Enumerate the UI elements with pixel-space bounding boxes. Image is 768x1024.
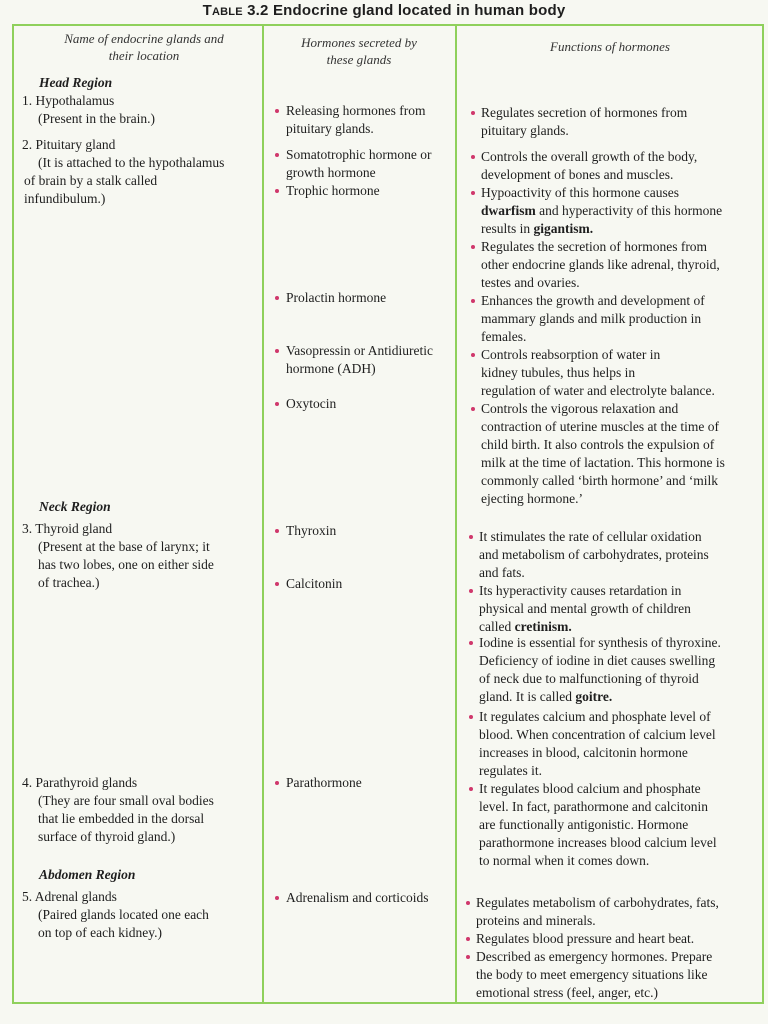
function-item bbox=[476, 930, 694, 948]
hormone-releasing bbox=[286, 102, 425, 138]
gland-location: (It is attached to the hypothalamus bbox=[38, 155, 225, 170]
function-item bbox=[481, 238, 720, 292]
function-line: Its hyperactivity causes retardation in bbox=[479, 583, 682, 598]
function-item bbox=[479, 780, 717, 870]
function-text: gland. It is called bbox=[479, 689, 576, 704]
gland-location: (They are four small oval bodies bbox=[38, 793, 214, 808]
function-line: females. bbox=[481, 329, 527, 344]
function-line: kidney tubules, thus helps in bbox=[481, 365, 636, 380]
function-item bbox=[479, 634, 721, 706]
function-line: Enhances the growth and development of bbox=[481, 293, 705, 308]
hormone-vasopressin bbox=[286, 342, 433, 378]
gland-name: 1. Hypothalamus bbox=[22, 93, 115, 108]
function-line: and fats. bbox=[479, 565, 525, 580]
function-line: It stimulates the rate of cellular oxidation bbox=[479, 529, 702, 544]
function-text: and hyperactivity of this hormone bbox=[535, 203, 723, 218]
function-item bbox=[481, 400, 725, 508]
function-line: Controls reabsorption of water in bbox=[481, 347, 661, 362]
hormone-trophic: Trophic hormone bbox=[286, 183, 380, 198]
function-line: proteins and minerals. bbox=[476, 913, 596, 928]
hormone-parathormone: Parathormone bbox=[286, 775, 362, 790]
function-item bbox=[481, 148, 697, 184]
function-line: regulation of water and electrolyte balance. bbox=[481, 383, 715, 398]
function-item bbox=[481, 104, 687, 140]
function-line: to normal when it comes down. bbox=[479, 853, 650, 868]
hormone-thyroxin: Thyroxin bbox=[286, 523, 337, 538]
function-line: Regulates blood pressure and heart beat. bbox=[476, 931, 695, 946]
hormone-oxytocin: Oxytocin bbox=[286, 396, 337, 411]
header-line: Name of endocrine glands and bbox=[64, 31, 224, 46]
gland-location: of brain by a stalk called bbox=[24, 173, 158, 188]
gland-pituitary bbox=[22, 136, 224, 208]
function-line: Regulates metabolism of carbohydrates, fats, bbox=[476, 895, 719, 910]
function-line bbox=[481, 220, 722, 238]
gland-hypothalamus bbox=[22, 92, 155, 128]
gland-thyroid bbox=[22, 520, 214, 592]
function-line bbox=[481, 202, 722, 220]
function-text: called bbox=[479, 619, 515, 634]
function-line: physical and mental growth of children bbox=[479, 601, 691, 616]
hormone-calcitonin: Calcitonin bbox=[286, 576, 343, 591]
hormone-line: Vasopressin or Antidiuretic bbox=[286, 343, 433, 358]
table-number: Table 3.2 bbox=[202, 2, 269, 19]
function-line: Regulates the secretion of hormones from bbox=[481, 239, 708, 254]
header-gland-location bbox=[44, 30, 244, 64]
function-text: results in bbox=[481, 221, 534, 236]
function-line: Described as emergency hormones. Prepare bbox=[476, 949, 713, 964]
function-item bbox=[481, 292, 705, 346]
function-line: milk at the time of lactation. This hormone is bbox=[481, 455, 725, 470]
key-term: gigantism. bbox=[533, 221, 594, 236]
gland-location: surface of thyroid gland.) bbox=[38, 829, 176, 844]
function-line: other endocrine glands like adrenal, thyroid, bbox=[481, 257, 720, 272]
function-item bbox=[481, 346, 715, 400]
function-line: Controls the vigorous relaxation and bbox=[481, 401, 679, 416]
gland-location: (Paired glands located one each bbox=[38, 907, 209, 922]
region-abdomen: Abdomen Region bbox=[39, 867, 136, 882]
endocrine-table bbox=[12, 24, 764, 1004]
gland-name: 3. Thyroid gland bbox=[22, 521, 113, 536]
function-line: of neck due to malfunctioning of thyroid bbox=[479, 671, 699, 686]
function-line: contraction of uterine muscles at the time of bbox=[481, 419, 720, 434]
gland-location: (Present in the brain.) bbox=[38, 111, 155, 126]
hormone-prolactin: Prolactin hormone bbox=[286, 290, 387, 305]
table-caption bbox=[0, 2, 768, 19]
function-item bbox=[479, 708, 716, 780]
function-line: parathormone increases blood calcium level bbox=[479, 835, 717, 850]
gland-name: 4. Parathyroid glands bbox=[22, 775, 138, 790]
function-item bbox=[479, 582, 691, 636]
key-term: cretinism. bbox=[514, 619, 572, 634]
function-line: regulates it. bbox=[479, 763, 542, 778]
function-line: blood. When concentration of calcium level bbox=[479, 727, 716, 742]
function-item bbox=[479, 528, 709, 582]
header-line: Hormones secreted by bbox=[301, 35, 417, 50]
gland-name: 2. Pituitary gland bbox=[22, 137, 116, 152]
function-line bbox=[479, 688, 721, 706]
gland-location: of trachea.) bbox=[38, 575, 100, 590]
gland-name: 5. Adrenal glands bbox=[22, 889, 117, 904]
header-line: their location bbox=[108, 48, 180, 63]
hormone-line: growth hormone bbox=[286, 165, 376, 180]
gland-location: infundibulum.) bbox=[24, 191, 106, 206]
gland-location: has two lobes, one on either side bbox=[38, 557, 214, 572]
key-term: dwarfism bbox=[481, 203, 536, 218]
gland-location: that lie embedded in the dorsal bbox=[38, 811, 205, 826]
function-line: mammary glands and milk production in bbox=[481, 311, 702, 326]
hormone-line: Releasing hormones from bbox=[286, 103, 426, 118]
gland-adrenal bbox=[22, 888, 209, 942]
header-line: Functions of hormones bbox=[550, 39, 670, 54]
hormone-line: hormone (ADH) bbox=[286, 361, 376, 376]
function-line: child birth. It also controls the expulsion of bbox=[481, 437, 715, 452]
region-neck: Neck Region bbox=[39, 499, 111, 514]
hormone-somatotrophic bbox=[286, 146, 431, 182]
key-term: goitre. bbox=[575, 689, 613, 704]
function-line: Regulates secretion of hormones from bbox=[481, 105, 688, 120]
function-line: It regulates blood calcium and phosphate bbox=[479, 781, 701, 796]
function-line: Hypoactivity of this hormone causes bbox=[481, 185, 679, 200]
function-line: level. In fact, parathormone and calcitonin bbox=[479, 799, 709, 814]
function-line: and metabolism of carbohydrates, proteins bbox=[479, 547, 709, 562]
function-line: ejecting hormone.’ bbox=[481, 491, 583, 506]
table-title: Endocrine gland located in human body bbox=[272, 2, 566, 19]
function-line: Iodine is essential for synthesis of thyroxine. bbox=[479, 635, 721, 650]
hormone-line: Somatotrophic hormone or bbox=[286, 147, 432, 162]
gland-parathyroid bbox=[22, 774, 214, 846]
function-line: Deficiency of iodine in diet causes swelling bbox=[479, 653, 716, 668]
gland-location: on top of each kidney.) bbox=[38, 925, 162, 940]
function-line: pituitary glands. bbox=[481, 123, 569, 138]
function-line: emotional stress (feel, anger, etc.) bbox=[476, 985, 659, 1000]
header-line: these glands bbox=[326, 52, 392, 67]
gland-location: (Present at the base of larynx; it bbox=[38, 539, 210, 554]
column-divider-1 bbox=[262, 26, 264, 1002]
region-head: Head Region bbox=[39, 75, 113, 90]
function-item bbox=[481, 184, 722, 238]
function-line: are functionally antigonistic. Hormone bbox=[479, 817, 689, 832]
function-line: the body to meet emergency situations like bbox=[476, 967, 708, 982]
function-line: Controls the overall growth of the body, bbox=[481, 149, 698, 164]
header-hormones bbox=[269, 34, 449, 68]
function-item bbox=[476, 948, 712, 1002]
column-divider-2 bbox=[455, 26, 457, 1002]
function-line: increases in blood, calcitonin hormone bbox=[479, 745, 688, 760]
hormone-line: pituitary glands. bbox=[286, 121, 374, 136]
function-line: development of bones and muscles. bbox=[481, 167, 674, 182]
function-line: It regulates calcium and phosphate level of bbox=[479, 709, 711, 724]
hormone-adrenalism: Adrenalism and corticoids bbox=[286, 890, 429, 905]
function-item bbox=[476, 894, 719, 930]
function-line: commonly called ‘birth hormone’ and ‘milk bbox=[481, 473, 719, 488]
header-functions bbox=[460, 38, 760, 55]
function-line: testes and ovaries. bbox=[481, 275, 580, 290]
